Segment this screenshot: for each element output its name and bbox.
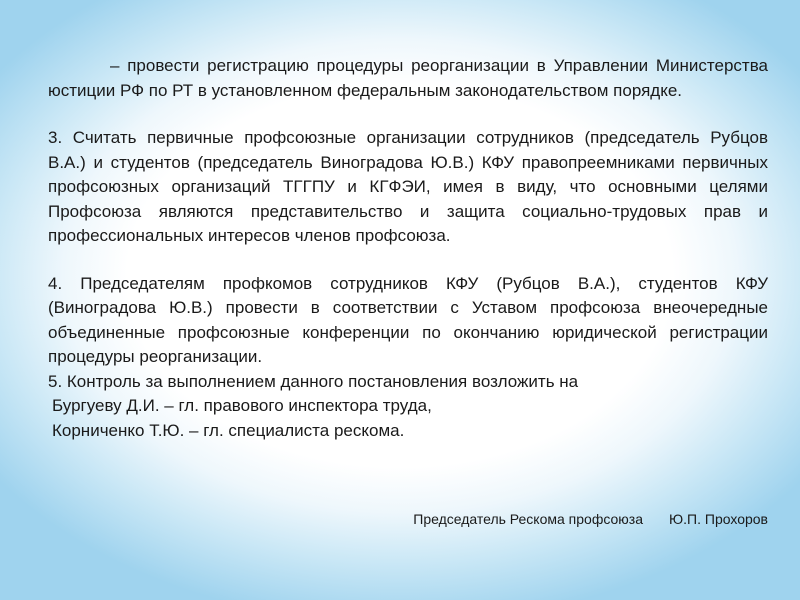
paragraph-gap — [48, 249, 768, 272]
paragraph-4: 4. Председателям профкомов сотрудников КФУ (Рубцов В.А.), студентов КФУ (Виноградова Ю.В.) провести в соответствии с Уставом профсоюза внеочередные объединенные профсоюзные конференции по окончанию юридической регистрации процедуры реорганизации. — [48, 273, 768, 366]
signature-block — [413, 511, 768, 527]
paragraph-registration: – провести регистрацию процедуры реорганизации в Управлении Министерства юстиции РФ по РТ в установленном федеральным законодательством порядке. — [48, 56, 768, 100]
paragraph-5-intro: 5. Контроль за выполнением данного постановления возложить на — [48, 371, 579, 391]
signature-name: Ю.П. Прохоров — [669, 511, 768, 527]
document-body — [48, 54, 768, 443]
paragraph-gap — [48, 103, 768, 126]
paragraph-5-line-2: Корниченко Т.Ю. – гл. специалиста рескома. — [52, 420, 405, 440]
signature-title: Председатель Рескома профсоюза — [413, 511, 643, 527]
paragraph-5-line-1: Бургуеву Д.И. – гл. правового инспектора труда, — [52, 396, 432, 415]
paragraph-3: 3. Считать первичные профсоюзные организации сотрудников (председатель Рубцов В.А.) и студентов (председатель Виноградова Ю.В.) КФУ правопреемниками первичных профсоюзных организаций ТГГПУ и КГФЭИ, имея в виду, что основными целями Профсоюза являются представительство и защита социально-трудовых прав и профессиональных интересов членов профсоюза. — [48, 128, 768, 245]
